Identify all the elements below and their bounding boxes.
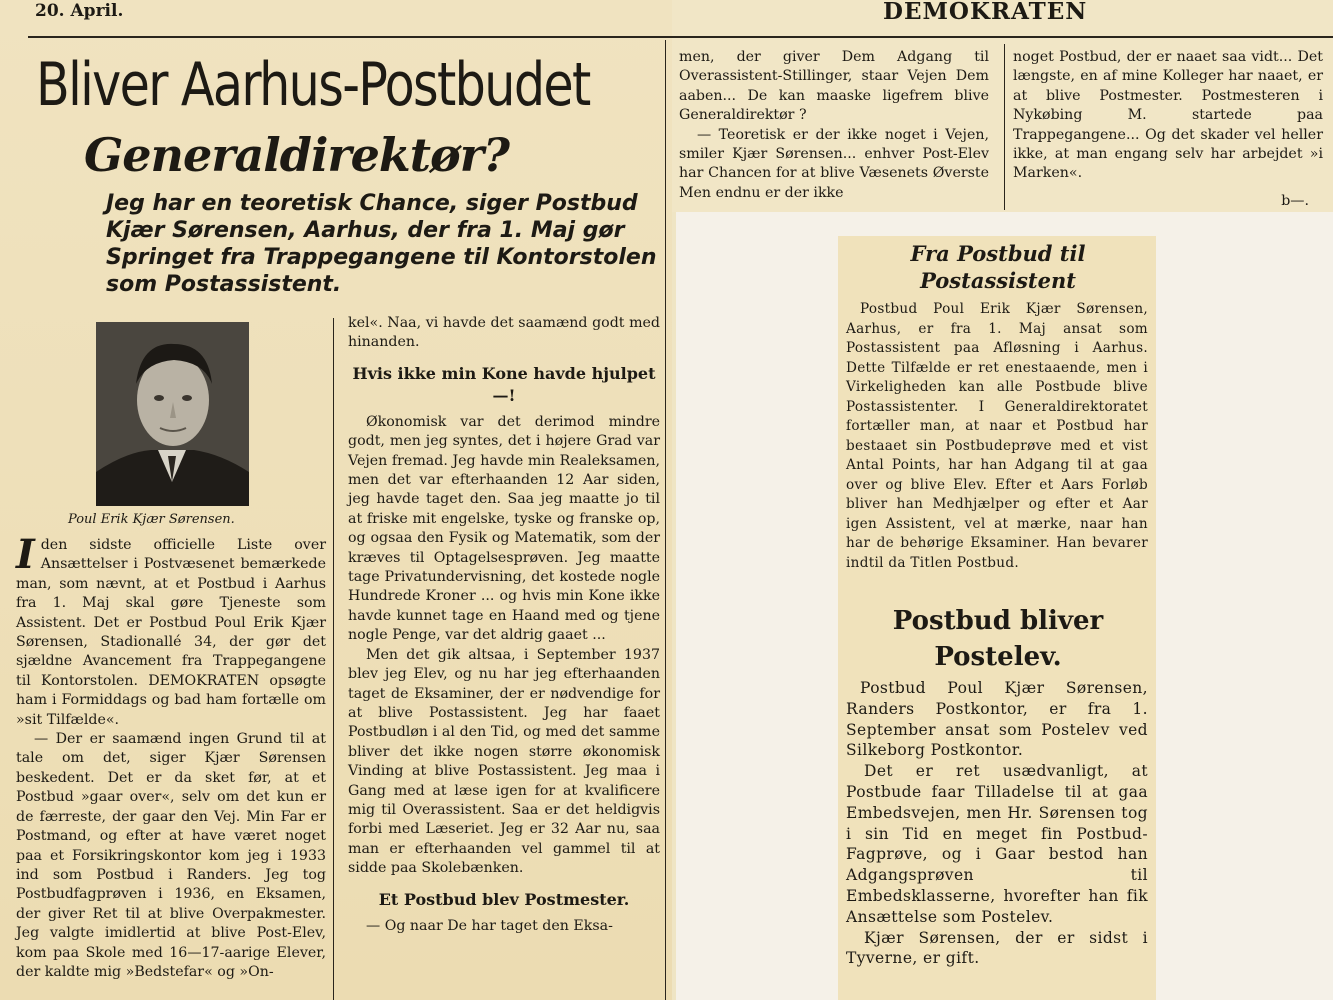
article-paragraph: — Og naar De har taget den Eksa- [366,917,613,934]
box-2-title: Postbud bliver Postelev. [892,606,1104,672]
article-column-2 [348,314,660,936]
article-paragraph: kel«. Naa, vi havde det saamænd godt med hinanden. [348,315,660,351]
box-2-paragraph: Det er ret usædvanligt, at Postbude faar Tilladelse til at gaa Embedsvejen, men Hr. Sørensen tog i sin Tid en meget fin Postbud-Fagprøve, og i Gaar bestod han Adgangsprøven til Embedsklasserne, hvorefter han fik Ansættelse som Postelev. [846,762,1148,926]
article-paragraph: Iden sidste officielle Liste over Ansættelser i Postvæsenet bemærkede man, som nævnt, at et Postbud i Aarhus fra 1. Maj skal gøre Tjeneste som Assistent. Det er Postbud Poul Erik Kjær Sørensen, Stadionallé 34, der gør det sjældne Avancement fra Trappegangene til Kontorstolen. DEMOKRATEN opsøgte ham i Formiddags og bad ham fortælle om »sit Tilfælde«. [16,531,326,728]
box-1-title: Fra Postbud til Postassistent [910,241,1086,293]
box-2-paragraph: Kjær Sørensen, der er sidst i Tyverne, er gift. [846,928,1148,968]
article-paragraph: — Teoretisk er der ikke noget i Vejen, smiler Kjær Sørensen... enhver Post-Elev har Chancen for at blive Væsenets Øverste Men endnu er der ikke [679,126,989,201]
article-paragraph: men, der giver Dem Adgang til Overassistent-Stillinger, staar Vejen Dem aaben... De kan maaske ligefrem blive Generaldirektør ? [679,49,989,124]
column-rule [333,318,334,1000]
article-paragraph: noget Postbud, der er naaet saa vidt... Det længste, en af mine Kolleger har naaet, er at blive Postmester. Postmesteren i Nykøbing M. startede paa Trappegangene... Og det skader vel heller ikke, at man engang selv har arbejdet »i Marken«. [1013,49,1323,182]
portrait-image [96,322,249,506]
header-rule [28,36,1333,38]
article-column-4 [1013,48,1323,211]
article-paragraph: — Der er saamænd ingen Grund til at tale om det, siger Kjær Sørensen beskedent. Det er da sket før, at et Postbud »gaar over«, selv om det kun er de færreste, der gaar den Vej. Min Far er Postmand, og efter at have været noget paa et Forsikringskontor kom jeg i 1933 ind som Postbud i Randers. Jeg tog Postbudfagprøven i 1936, en Eksamen, der giver Ret til at blive Overpakmester. Jeg valgte imidlertid at blive Post-Elev, kom paa Skole med 16—17-aarige Elever, der kaldte mig »Bedstefar« og »On- [16,731,326,980]
newspaper-name: DEMOKRATEN [883,0,1088,25]
headline-line-1: Bliver Aarhus-Postbudet [36,50,590,120]
column-rule [1004,44,1005,210]
article-paragraph: Men det gik altsaa, i September 1937 blev jeg Elev, og nu har jeg efterhaanden taget de Eksaminer, der er nødvendige for at blive Postassistent. Jeg har faaet Postbudløn i al den Tid, og med det samme bliver det ikke nogen større økonomisk Vinding at blive Postassistent. Jeg maa i Gang med at læse igen for at kvalificere mig til Overassistent. Saa er det heldigvis forbi med Læseriet. Jeg er 32 Aar nu, saa man er efterhaanden vel gammel til at sidde paa Skolebænken. [348,646,660,877]
subheadline: Jeg har en teoretisk Chance, siger Postbud Kjær Sørensen, Aarhus, der fra 1. Maj gør Springet fra Trappegangene til Kontorstolen som Postassistent. [106,191,657,297]
portrait-photo [96,322,249,506]
issue-date: 20. April. [35,1,124,21]
section-heading: Hvis ikke min Kone havde hjulpet —! [352,363,656,405]
author-signature: b—. [1281,192,1309,209]
article-column-1 [16,531,326,982]
box-1-paragraph: Postbud Poul Erik Kjær Sørensen, Aarhus, er fra 1. Maj ansat som Postassistent paa Afløsning i Aarhus. Dette Tilfælde er ret enestaaende, men i Virkeligheden kan alle Postbude blive Postassistenter. I Generaldirektoratet fortæller man, at naar et Postbud har bestaaet sin Postbudeprøve med et vist Antal Points, har han Adgang til at gaa over og blive Elev. Efter et Aars Forløb bliver han Medhjælper og efter et Aar igen Assistent, vel at mærke, naar han har de behørige Eksaminer. Han bevarer indtil da Titlen Postbud. [846,301,1148,571]
column-rule [665,40,666,1000]
box-2-paragraph: Postbud Poul Kjær Sørensen, Randers Postkontor, er fra 1. September ansat som Postelev ved Silkeborg Postkontor. [846,679,1148,760]
article-column-3 [679,48,989,203]
drop-cap: I [16,531,35,578]
box-2-body [846,678,1148,969]
box-1-body [846,300,1148,573]
photo-caption: Poul Erik Kjær Sørensen. [68,512,235,527]
headline-line-2: Generaldirektør? [84,128,509,182]
article-paragraph: Økonomisk var det derimod mindre godt, men jeg syntes, det i højere Grad var Vejen fremad. Jeg havde min Realeksamen, men det var efterhaanden 12 Aar siden, jeg havde taget den. Saa jeg maatte jo til at friske mit engelske, tyske og franske op, og ogsaa den Fysik og Matematik, som der kræves til Optagelsesprøven. Jeg maatte tage Privatundervisning, det kostede nogle Hundrede Kroner ... og hvis min Kone ikke havde kunnet tage en Haand med og tjene nogle Penge, var det aldrig gaaet ... [348,413,660,644]
section-heading: Et Postbud blev Postmester. [378,889,630,909]
